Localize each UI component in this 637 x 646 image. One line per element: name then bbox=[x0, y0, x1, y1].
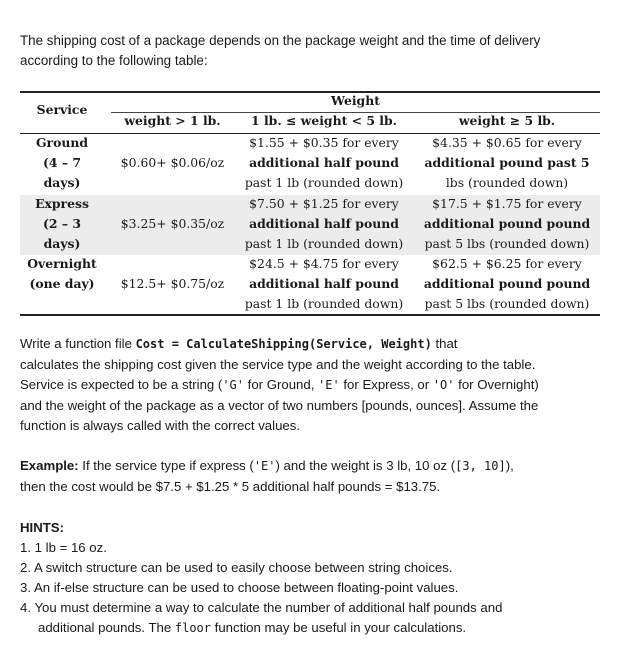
express-rate-over-5-line1: $17.5 + $1.75 for every bbox=[432, 196, 582, 211]
hint-item bbox=[20, 558, 620, 578]
example-text: If the service type if express ( bbox=[78, 458, 254, 473]
overnight-rate-1-5-line1: $24.5 + $4.75 for every bbox=[249, 256, 399, 271]
overnight-rate-1-5-line2: additional half pound bbox=[249, 276, 399, 291]
hints-section bbox=[20, 518, 620, 638]
hint-number: 1. bbox=[20, 540, 31, 555]
code-g: 'G' bbox=[222, 378, 244, 393]
hint-number: 3. bbox=[20, 580, 31, 595]
express-service-days: (2 – 3 bbox=[43, 216, 81, 231]
hint-number: 4. bbox=[20, 600, 31, 615]
code-o: 'O' bbox=[432, 378, 455, 393]
problem-text: Service is expected to be a string ( bbox=[20, 377, 223, 393]
problem-line-3 bbox=[20, 375, 616, 396]
hint-item bbox=[20, 538, 620, 558]
overnight-rate-1-5-line3: past 1 lb (rounded down) bbox=[244, 296, 404, 311]
express-rate-over-5-line3: past 5 lbs (rounded down) bbox=[424, 236, 590, 251]
weight-header: Weight bbox=[331, 93, 380, 108]
example-line-2: then the cost would be $7.5 + $1.25 * 5 additional half pounds = $13.75. bbox=[20, 478, 441, 494]
col-header-over-5lb: weight ≥ 5 lb. bbox=[458, 113, 556, 128]
overnight-rate-over-5-line1: $62.5 + $6.25 for every bbox=[432, 256, 582, 271]
code-floor: floor bbox=[174, 621, 211, 635]
code-e: 'E' bbox=[318, 378, 340, 393]
hint-text: additional pounds. The bbox=[38, 620, 175, 635]
ground-rate-under-1lb: $0.60+ $0.06/oz bbox=[120, 155, 225, 170]
ground-service-days: (4 – 7 bbox=[43, 155, 81, 170]
problem-line-2: calculates the shipping cost given the service type and the weight according to the table. bbox=[20, 356, 536, 372]
express-service-days-end: days) bbox=[43, 236, 81, 251]
hint-text: function may be useful in your calculations. bbox=[211, 620, 467, 635]
intro-paragraph bbox=[20, 31, 600, 71]
ground-rate-over-5-line1: $4.35 + $0.65 for every bbox=[432, 135, 582, 150]
example-label: Example: bbox=[20, 458, 79, 473]
table-bottom-rule bbox=[20, 314, 600, 316]
hint-text: You must determine a way to calculate the number of additional half pounds and bbox=[34, 600, 503, 615]
hint-item bbox=[20, 578, 620, 598]
intro-line-2: according to the following table: bbox=[20, 53, 208, 68]
problem-line-1 bbox=[20, 334, 616, 355]
ground-rate-1-5-line3: past 1 lb (rounded down) bbox=[244, 175, 404, 190]
example-paragraph bbox=[20, 456, 616, 497]
hint-text: 1 lb = 16 oz. bbox=[34, 540, 107, 555]
ground-rate-1-5-line2: additional half pound bbox=[249, 155, 399, 170]
problem-line-4: and the weight of the package as a vector of two numbers [pounds, ounces]. Assume the bbox=[20, 397, 539, 413]
hint-item bbox=[20, 598, 620, 638]
ground-rate-over-5-line2: additional pound past 5 bbox=[424, 155, 590, 170]
function-signature-code: Cost = CalculateShipping(Service, Weight) bbox=[135, 337, 432, 351]
col-header-under-1lb: weight > 1 lb. bbox=[124, 113, 221, 128]
hint-text: A switch structure can be used to easily choose between string choices. bbox=[33, 560, 453, 575]
intro-line-1: The shipping cost of a package depends on the package weight and the time of delivery bbox=[20, 33, 541, 48]
overnight-service-days: (one day) bbox=[29, 276, 95, 291]
hints-list bbox=[20, 538, 620, 638]
hints-title: HINTS: bbox=[20, 520, 64, 535]
express-rate-1-5-line2: additional half pound bbox=[249, 216, 399, 231]
express-rate-under-1lb: $3.25+ $0.35/oz bbox=[120, 216, 225, 231]
code-e: 'E' bbox=[253, 459, 276, 473]
example-text: ), bbox=[505, 458, 514, 473]
hint-number: 2. bbox=[20, 560, 31, 575]
express-rate-1-5-line3: past 1 lb (rounded down) bbox=[244, 236, 404, 251]
overnight-rate-over-5-line3: past 5 lbs (rounded down) bbox=[424, 296, 590, 311]
problem-text: for Ground, bbox=[244, 377, 319, 393]
overnight-service-name: Overnight bbox=[27, 256, 97, 271]
ground-service-name: Ground bbox=[35, 135, 89, 150]
ground-rate-over-5-line3: lbs (rounded down) bbox=[445, 175, 569, 190]
ground-service-days-end: days) bbox=[43, 175, 81, 190]
col-header-1-to-5lb: 1 lb. ≤ weight < 5 lb. bbox=[251, 113, 397, 128]
overnight-rate-over-5-line2: additional pound pound bbox=[423, 276, 591, 291]
ground-rate-1-5-line1: $1.55 + $0.35 for every bbox=[249, 135, 399, 150]
example-text: ) and the weight is 3 lb, 10 oz ( bbox=[275, 458, 456, 473]
express-rate-over-5-line2: additional pound pound bbox=[423, 216, 591, 231]
problem-line-5: function is always called with the correct values. bbox=[20, 418, 300, 434]
problem-statement bbox=[20, 334, 616, 437]
service-header: Service bbox=[36, 102, 88, 117]
problem-text: for Express, or bbox=[339, 377, 433, 393]
express-rate-1-5-line1: $7.50 + $1.25 for every bbox=[249, 196, 399, 211]
problem-text: Write a function file bbox=[20, 336, 136, 351]
overnight-rate-under-1lb: $12.5+ $0.75/oz bbox=[120, 276, 225, 291]
example-line-1 bbox=[20, 456, 616, 477]
hint-text: An if-else structure can be used to choose between floating-point values. bbox=[33, 580, 459, 595]
code-vector: [3, 10] bbox=[455, 459, 506, 473]
express-service-name: Express bbox=[35, 196, 89, 211]
problem-text: for Overnight) bbox=[454, 377, 539, 393]
problem-text: that bbox=[431, 336, 458, 351]
